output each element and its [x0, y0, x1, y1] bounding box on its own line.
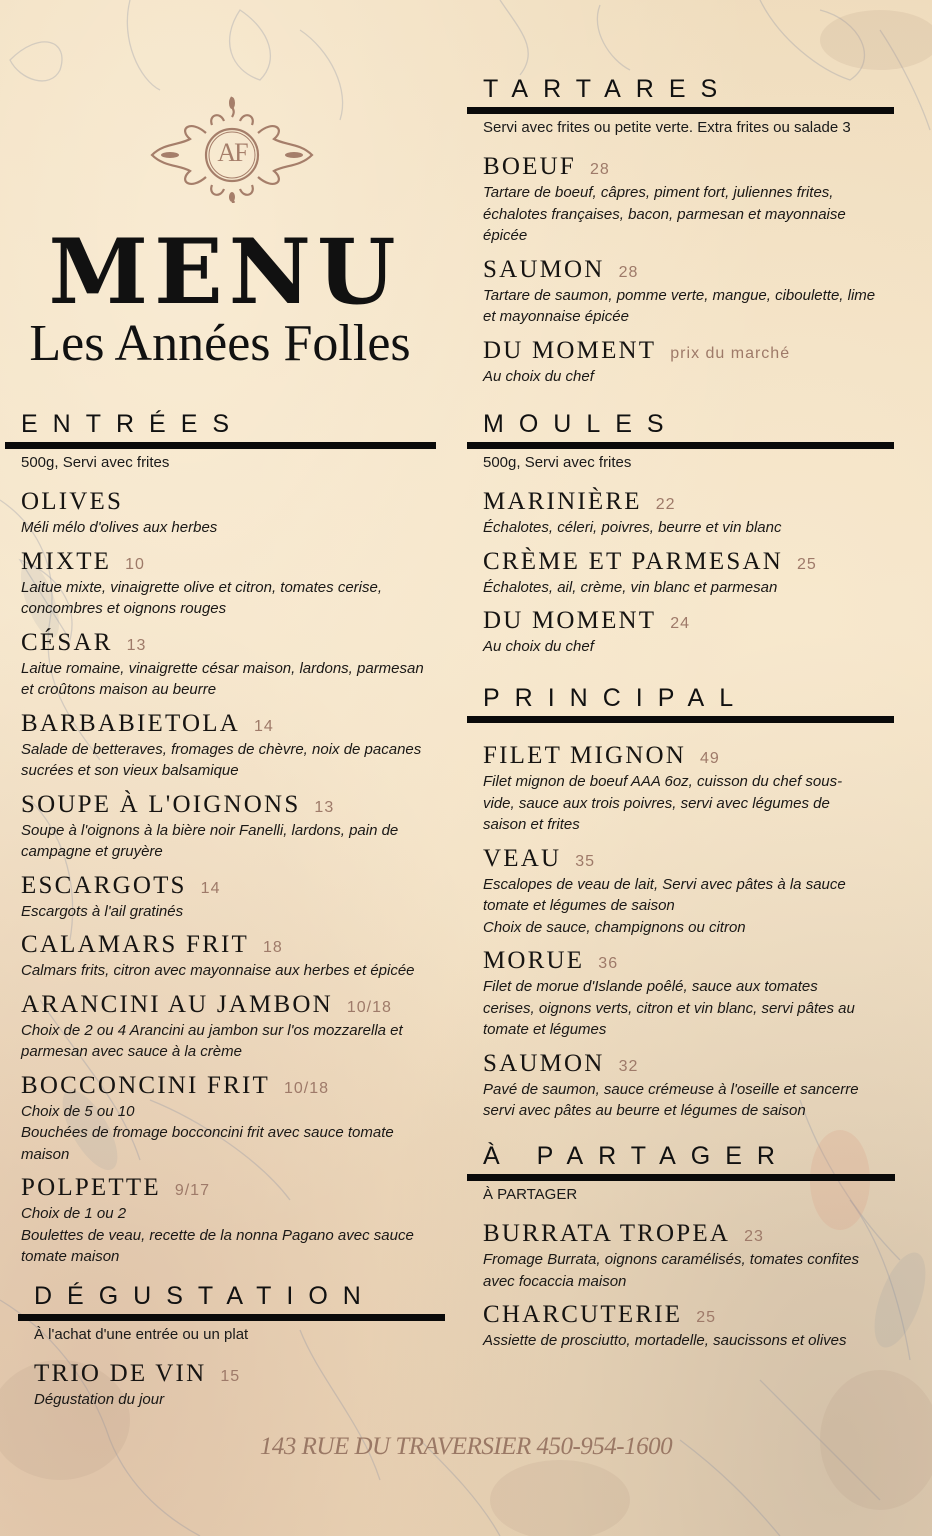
menu-item-description: Assiette de prosciutto, mortadelle, saucissons et olives [483, 1332, 847, 1349]
menu-item-description: Pavé de saumon, sauce crémeuse à l'oseille et sancerre servi avec pâtes au beurre et légumes de saison [483, 1080, 859, 1119]
menu-item-name: SAUMON [483, 1049, 605, 1077]
menu-item-list [18, 1359, 445, 1411]
section-divider [467, 716, 894, 723]
menu-item [5, 1173, 425, 1268]
menu-item [467, 487, 894, 539]
section-divider [467, 1174, 895, 1181]
section-a-partager [467, 1142, 895, 1352]
section-note: 500g, Servi avec frites [483, 454, 632, 471]
menu-item-name: MORUE [483, 947, 585, 974]
menu-item-price: 25 [696, 1309, 716, 1326]
menu-item-list [467, 741, 872, 1122]
section-title: DÉGUSTATION [34, 1282, 376, 1310]
menu-item-header [21, 1071, 425, 1101]
menu-item [467, 606, 894, 658]
menu-item-name: DU MOMENT [483, 336, 657, 364]
menu-item [467, 741, 872, 836]
section-divider [18, 1314, 445, 1321]
menu-item-description: Choix de 5 ou 10 [21, 1102, 135, 1120]
menu-item [5, 487, 425, 539]
menu-item [5, 790, 425, 863]
menu-item [5, 990, 425, 1063]
logo-monogram-text: AF [217, 138, 247, 167]
menu-item-description: Méli mélo d'olives aux herbes [21, 519, 218, 536]
menu-item-name: DU MOMENT [483, 607, 657, 634]
menu-item-header [483, 547, 894, 577]
menu-item-description: Fromage Burrata, oignons caramélisés, tomates confites avec focaccia maison [483, 1251, 860, 1290]
section-note: 500g, Servi avec frites [21, 454, 170, 471]
section-principal [467, 684, 894, 1122]
menu-item-list [467, 152, 877, 387]
menu-item-description: Soupe à l'oignons à la bière noir Fanelli, lardons, pain de campagne et gruyère [21, 821, 399, 860]
menu-item-price: 13 [126, 636, 147, 654]
restaurant-name: Les Années Folles [29, 315, 411, 372]
menu-item [18, 1359, 445, 1411]
menu-item-description: Échalotes, ail, crème, vin blanc et parmesan [483, 578, 778, 596]
menu-item-header [483, 606, 894, 636]
menu-item-description: Choix de 2 ou 4 Arancini au jambon sur l'os mozzarella et parmesan avec sauce à la crème [21, 1021, 403, 1060]
menu-item-name: CALAMARS FRIT [21, 931, 249, 958]
menu-item [5, 930, 425, 982]
menu-item-header [21, 547, 425, 577]
menu-item-price: 15 [220, 1368, 241, 1385]
menu-item-description: Salade de betteraves, fromages de chèvre, noix de pacanes sucrées et son vieux balsamique [21, 740, 422, 779]
menu-item [467, 844, 872, 939]
menu-item-description: Échalotes, céleri, poivres, beurre et vin blanc [483, 519, 782, 536]
menu-item-header [483, 844, 872, 874]
menu-item-name: SOUPE À L'OIGNONS [21, 790, 301, 818]
menu-item-price: 24 [670, 615, 691, 632]
menu-item [5, 871, 425, 923]
section-degustation [18, 1282, 445, 1411]
menu-item-price: 10/18 [346, 998, 392, 1016]
menu-item [467, 1219, 882, 1292]
menu-item-price: 35 [575, 852, 596, 870]
menu-item-name: BOCCONCINI FRIT [21, 1071, 270, 1099]
section-title: À PARTAGER [483, 1142, 790, 1170]
menu-item-header [483, 336, 877, 366]
menu-item-header [34, 1359, 445, 1389]
menu-item [467, 547, 894, 599]
menu-item [467, 1049, 872, 1122]
menu-item-name: CHARCUTERIE [483, 1301, 683, 1328]
menu-item-header [483, 946, 872, 976]
menu-item-name: MIXTE [21, 547, 112, 575]
menu-item-header [483, 1219, 882, 1249]
menu-item-price: 10/18 [284, 1079, 330, 1097]
menu-item [5, 547, 425, 620]
menu-item-description: Calmars frits, citron avec mayonnaise aux herbes et épicée [21, 962, 415, 979]
menu-item-header [21, 1173, 425, 1203]
menu-item-description: Tartare de saumon, pomme verte, mangue, ciboulette, lime et mayonnaise épicée [483, 286, 876, 325]
menu-item-name: OLIVES [21, 488, 124, 515]
menu-item-header [21, 930, 425, 960]
menu-item-description: Choix de 1 ou 2 [21, 1205, 127, 1222]
section-title: ENTRÉES [21, 410, 245, 438]
section-moules [467, 410, 894, 658]
menu-item-name: FILET MIGNON [483, 742, 687, 769]
menu-item [467, 1300, 882, 1352]
menu-item [467, 152, 877, 247]
menu-item-header [483, 152, 877, 182]
menu-item-price: prix du marché [670, 344, 791, 362]
menu-item-description: Au choix du chef [483, 367, 594, 385]
section-note: À l'achat d'une entrée ou un plat [34, 1326, 249, 1343]
menu-item-name: ARANCINI AU JAMBON [21, 990, 333, 1018]
section-tartares [467, 75, 894, 387]
menu-item-header [21, 990, 425, 1020]
section-divider [5, 442, 436, 449]
menu-item-description: Escargots à l'ail gratinés [21, 902, 184, 920]
menu-item-description: Tartare de boeuf, câpres, piment fort, juliennes frites, échalotes françaises, bacon, parmesan et mayonnaise épicée [483, 184, 846, 244]
section-divider [467, 107, 894, 114]
section-divider [467, 442, 894, 449]
menu-item-list [467, 487, 894, 658]
menu-item [5, 709, 425, 782]
menu-item-price: 14 [200, 879, 221, 897]
menu-item [5, 628, 425, 701]
menu-item [467, 946, 872, 1041]
menu-item-price: 13 [314, 798, 335, 816]
section-note: Servi avec frites ou petite verte. Extra frites ou salade 3 [483, 119, 851, 136]
menu-item-price: 28 [618, 263, 639, 281]
section-title: PRINCIPAL [483, 684, 749, 712]
menu-item-name: SAUMON [483, 255, 605, 283]
menu-item-name: POLPETTE [21, 1174, 161, 1201]
menu-item-description: Laitue mixte, vinaigrette olive et citron, tomates cerise, concombres et oignons rouges [21, 578, 382, 617]
menu-item-name: MARINIÈRE [483, 488, 642, 515]
menu-title: MENU [48, 219, 402, 325]
menu-item-price: 18 [262, 939, 283, 956]
menu-item-name: BURRATA TROPEA [483, 1220, 731, 1247]
menu-item-price: 10 [125, 555, 145, 573]
menu-item-name: ESCARGOTS [21, 871, 187, 899]
menu-item-description: Dégustation du jour [34, 1391, 165, 1408]
menu-item-header [21, 487, 425, 517]
menu-item-price: 23 [744, 1228, 764, 1245]
menu-item-price: 32 [618, 1057, 639, 1075]
menu-item-price: 14 [254, 717, 274, 735]
menu-item [467, 255, 877, 328]
menu-item-header [483, 487, 894, 517]
menu-item-price: 22 [655, 496, 676, 513]
menu-item-price: 28 [589, 161, 610, 178]
menu-item-name: CRÈME ET PARMESAN [483, 547, 783, 575]
section-title: MOULES [483, 410, 679, 438]
menu-item-header [21, 628, 425, 658]
menu-item-header [483, 1049, 872, 1079]
menu-item-list [467, 1219, 882, 1352]
menu-item-price: 25 [796, 555, 817, 573]
section-title: TARTARES [483, 75, 733, 103]
menu-item-price: 36 [598, 955, 619, 972]
menu-item-description: Choix de sauce, champignons ou citron [483, 918, 746, 936]
menu-item-name: CÉSAR [21, 628, 113, 656]
menu-item-header [21, 709, 425, 739]
section-note: À PARTAGER [483, 1186, 578, 1203]
menu-item-description: Filet mignon de boeuf AAA 6oz, cuisson du chef sous-vide, sauce aux trois poivres, servi avec légumes de saison et frites [483, 773, 843, 833]
menu-item-price: 9/17 [174, 1182, 210, 1199]
menu-item-price: 49 [700, 750, 720, 767]
menu-item [5, 1071, 425, 1166]
menu-item-header [21, 871, 425, 901]
menu-item [467, 336, 877, 388]
menu-item-description: Escalopes de veau de lait, Servi avec pâtes à la sauce tomate et légumes de saison [483, 875, 846, 914]
menu-item-description: Boulettes de veau, recette de la nonna Pagano avec sauce tomate maison [21, 1226, 414, 1265]
menu-item-description: Bouchées de fromage bocconcini frit avec sauce tomate maison [21, 1124, 394, 1163]
menu-item-description: Filet de morue d'Islande poêlé, sauce aux tomates cerises, oignons verts, citron et vin blanc, servi pâtes au tomate et légumes [483, 978, 855, 1038]
footer-address-phone: 143 RUE DU TRAVERSIER 450-954-1600 [259, 1433, 673, 1460]
menu-item-header [483, 741, 872, 771]
menu-item-header [483, 1300, 882, 1330]
section-entrees [5, 410, 436, 1268]
menu-item-name: VEAU [483, 844, 562, 872]
menu-item-header [483, 255, 877, 285]
menu-item-header [21, 790, 425, 820]
menu-item-name: BOEUF [483, 153, 576, 180]
menu-item-description: Au choix du chef [483, 638, 594, 655]
menu-item-description: Laitue romaine, vinaigrette césar maison, lardons, parmesan et croûtons maison au beurre [21, 659, 424, 698]
menu-item-name: TRIO DE VIN [34, 1360, 207, 1387]
menu-item-name: BARBABIETOLA [21, 709, 241, 737]
menu-item-list [5, 487, 425, 1268]
